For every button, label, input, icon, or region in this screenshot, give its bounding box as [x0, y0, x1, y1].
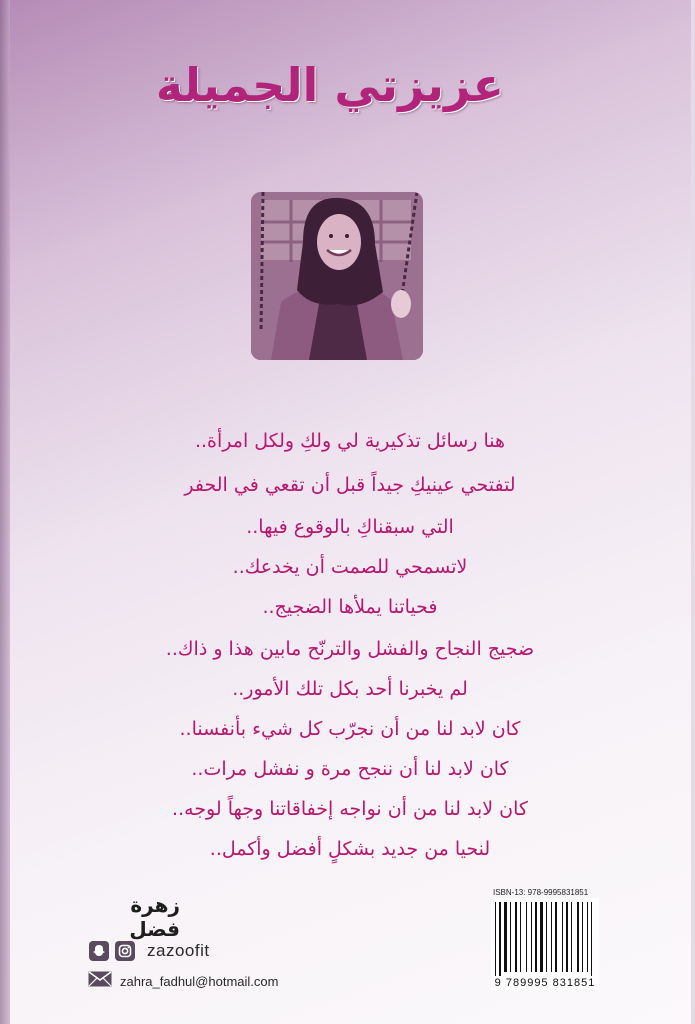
isbn-label: ISBN-13: 978-9995831851	[493, 888, 589, 897]
barcode-bar	[526, 902, 527, 972]
body-line: لتفتحي عينيكِ جيداً قبل أن تقعي في الحفر	[184, 474, 516, 496]
body-line: لاتسمحي للصمت أن يخدعك..	[232, 556, 468, 578]
body-line: التي سبقناكِ بالوقوع فيها..	[246, 516, 454, 538]
barcode-bar	[540, 902, 543, 972]
barcode-bar	[582, 902, 583, 972]
barcode-bar	[531, 902, 532, 972]
barcode-bar	[515, 902, 517, 972]
spine-edge	[0, 0, 10, 1024]
body-line: ضجيج النجاح والفشل والترنّح مابين هذا و ذاك..	[165, 638, 535, 660]
barcode-bar	[510, 902, 511, 972]
barcode-bar	[504, 902, 507, 972]
barcode-bar	[499, 902, 501, 976]
body-line: لنحيا من جديد بشكلٍ أفضل وأكمل..	[209, 838, 491, 860]
barcode-bar	[587, 902, 588, 972]
body-line: كان لابد لنا أن ننجح مرة و نفشل مرات..	[191, 758, 509, 780]
barcode-bar	[562, 902, 563, 972]
body-line: كان لابد لنا من أن نجرّب كل شيء بأنفسنا..	[179, 718, 521, 740]
barcode-bar	[546, 902, 547, 972]
instagram-icon	[115, 941, 135, 961]
social-row	[89, 940, 210, 962]
body-line: هنا رسائل تذكيرية لي ولكِ ولكل امرأة..	[194, 430, 506, 452]
author-name: زهرة فضل	[129, 893, 180, 941]
body-line: كان لابد لنا من أن نواجه إخفاقاتنا وجهاً لوجه..	[172, 798, 528, 820]
body-line: لم يخبرنا أحد بكل تلك الأمور..	[232, 678, 468, 700]
barcode-number: 9 789995 831851	[494, 977, 596, 989]
book-title: عزيزتي الجميلة	[155, 58, 505, 112]
email-icon	[88, 971, 112, 991]
barcode-bar	[520, 902, 521, 972]
author-photo	[251, 192, 423, 360]
email-address: zahra_fadhul@hotmail.com	[120, 973, 279, 989]
email-row	[88, 971, 278, 991]
barcode-bar	[535, 902, 537, 972]
barcode-bar	[551, 902, 552, 972]
page-edge	[691, 0, 695, 1024]
barcode-bar	[566, 902, 568, 972]
barcode-bar	[555, 902, 557, 972]
barcode-bar	[571, 902, 572, 972]
barcode-bar	[577, 902, 579, 972]
snapchat-icon	[89, 941, 109, 961]
body-line: فحياتنا يملأها الضجيج..	[262, 596, 438, 618]
barcode-bars	[491, 898, 599, 978]
isbn-barcode	[491, 888, 599, 990]
barcode-bar	[591, 902, 592, 976]
social-handle: zazoofit	[147, 941, 210, 960]
barcode-bar	[495, 902, 496, 976]
